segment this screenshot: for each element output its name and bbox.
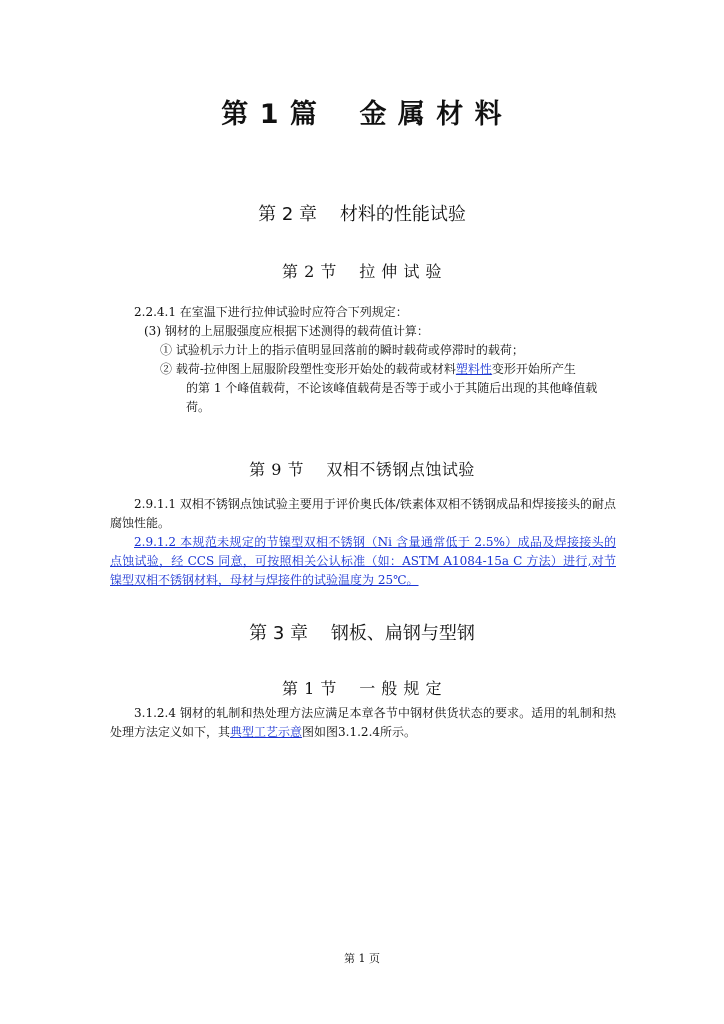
clause-3-1-2-4-text-a: 3.1.2.4 钢材的轧制和热处理方法应满足本章各节中钢材供货状态的要求。适用的轧制和热处理方法定义如下，其 — [110, 706, 616, 739]
item-3: (3) 钢材的上屈服强度应根据下述测得的载荷值计算： — [144, 324, 429, 338]
clause-3-1-2-4-text-b: 图如图3.1.2.4所示。 — [302, 725, 417, 739]
chapter-3-title: 第 3 章 钢板、扁钢与型钢 — [249, 623, 475, 644]
page-number: 第 1 页 — [344, 952, 380, 965]
sub-item-2-text-a: ② 载荷-拉伸图上屈服阶段塑性变形开始处的载荷或材料 — [160, 362, 456, 376]
section-2-title: 第 2 节 拉 伸 试 验 — [282, 262, 442, 281]
section-9-title: 第 9 节 双相不锈钢点蚀试验 — [249, 460, 475, 479]
chapter-2-title: 第 2 章 材料的性能试验 — [258, 204, 466, 225]
part-title: 第 1 篇 金 属 材 料 — [221, 99, 503, 130]
sub-item-1: ① 试验机示力计上的指示值明显回落前的瞬时载荷或停滞时的载荷； — [160, 343, 524, 357]
clause-2-2-4-1: 2.2.4.1 在室温下进行拉伸试验时应符合下列规定： — [134, 305, 408, 319]
revision-link-plastic[interactable]: 塑料性 — [455, 362, 492, 376]
section-1-title: 第 1 节 一 般 规 定 — [282, 679, 442, 698]
revision-link-diagram[interactable]: 典型工艺示意 — [230, 725, 303, 739]
clause-2-9-1-2[interactable]: 2.9.1.2 本规范未规定的节镍型双相不锈钢（Ni 含量通常低于 2.5%）成品及焊接接头的点蚀试验，经 CCS 同意，可按照相关公认标准（如：ASTM A1084-15a C 方法）进行,对节镍型双相不锈钢材料，母材与焊接件的试验温度为 25℃。 — [110, 535, 616, 587]
clause-3-1-2-4 — [110, 704, 616, 742]
sub-item-2-cont: 的第 1 个峰值载荷，不论该峰值载荷是否等于或小于其随后出现的其他峰值载 — [186, 381, 598, 395]
sub-item-2 — [160, 360, 576, 379]
sub-item-2-text-b: 变形开始所产生 — [491, 362, 576, 376]
sub-item-2-end: 荷。 — [186, 400, 211, 414]
clause-2-9-1-1: 2.9.1.1 双相不锈钢点蚀试验主要用于评价奥氏体/铁素体双相不锈钢成品和焊接接头的耐点腐蚀性能。 — [110, 497, 616, 530]
